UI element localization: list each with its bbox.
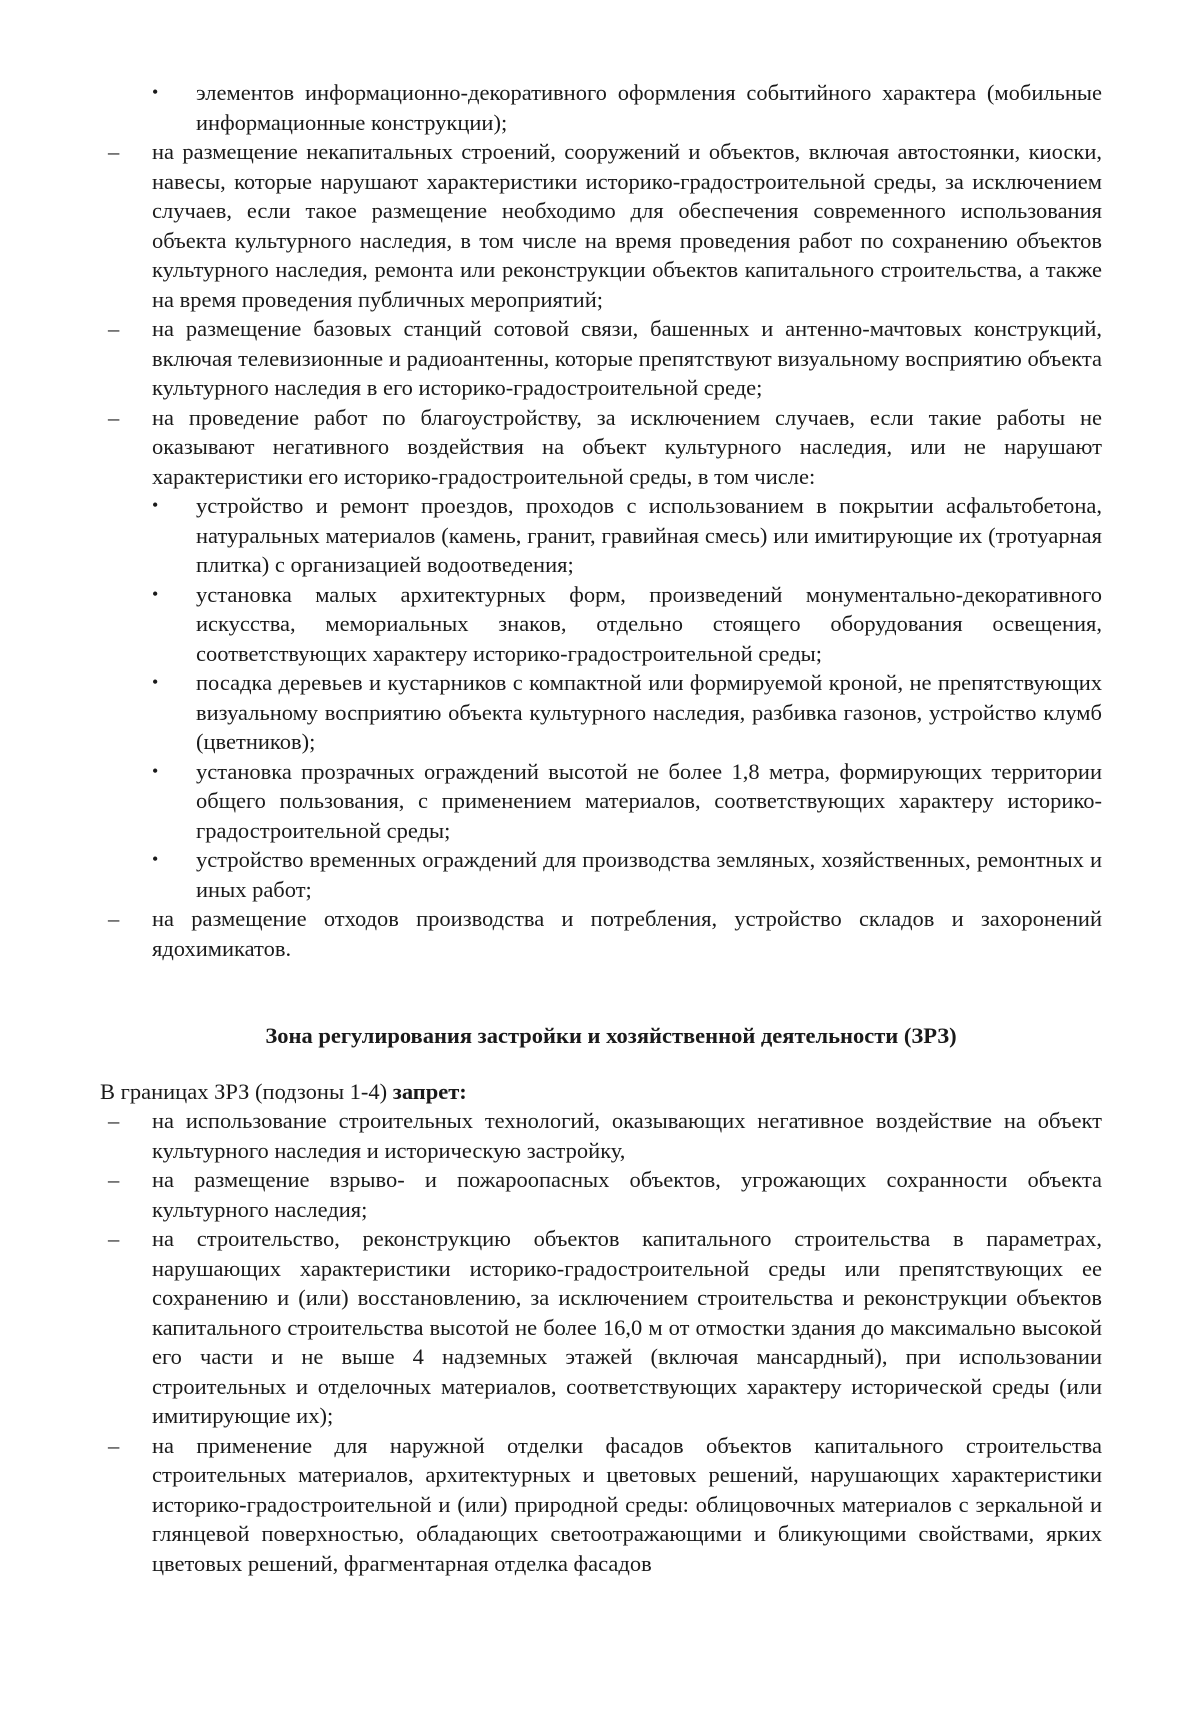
item-text: на размещение некапитальных строений, сооружений и объектов, включая автостоянки, киоски, навесы, которые нарушают характеристики историко-градостроительной среды, за исключением случаев, если такое размещение необходимо для обеспечения современного использования объекта культурного наследия, в том числе на время проведения работ по сохранению объектов культурного наследия, ремонта или реконструкции объектов капитального строительства, а также на время проведения публичных мероприятий; [152,139,1102,312]
item-text: на размещение отходов производства и потребления, устройство складов и захоронений ядохимикатов. [152,906,1102,961]
dash-item [100,137,1102,314]
section-spacer [100,963,1102,1021]
bullet-item [100,78,1102,137]
item-text: на размещение базовых станций сотовой связи, башенных и антенно-мачтовых конструкций, включая телевизионные и радиоантенны, которые препятствуют визуальному восприятию объекта культурного наследия в его историко-градостроительной среде; [152,316,1102,400]
bullet-marker: • [152,672,159,692]
section-intro [100,1077,1102,1107]
bullet-marker: • [152,495,159,515]
dash-item [100,1106,1102,1165]
dash-marker: – [108,139,120,164]
item-text: на применение для наружной отделки фасадов объектов капитального строительства строительных материалов, архитектурных и цветовых решений, нарушающих характеристики историко-градостроительной и (или) природной среды: облицовочных материалов с зеркальной и глянцевой поверхностью, обладающих светоотражающими и бликующими свойствами, ярких цветовых решений, фрагментарная отделка фасадов [152,1432,1102,1576]
dash-item [100,1165,1102,1224]
dash-marker: – [108,906,120,931]
document-content [100,78,1102,1578]
bullet-item [100,845,1102,904]
bullet-item [100,757,1102,846]
section-heading: Зона регулирования застройки и хозяйственной деятельности (ЗРЗ) [265,1023,957,1048]
item-text: устройство временных ограждений для производства земляных, хозяйственных, ремонтных и иных работ; [196,847,1102,902]
bullet-marker: • [152,760,159,781]
bullet-marker: • [152,849,159,869]
intro-prefix: В границах ЗРЗ (подзоны 1-4) [100,1078,393,1104]
bullet-marker: • [152,583,159,604]
dash-item [100,314,1102,403]
dash-item [100,904,1102,963]
heading-spacer [100,1051,1102,1077]
section-2 [100,1021,1102,1578]
dash-marker: – [108,316,120,341]
dash-marker: – [108,1226,120,1251]
dash-item [100,1224,1102,1431]
bullet-item [100,580,1102,669]
item-text: на строительство, реконструкцию объектов капитального строительства в параметрах, нарушающих характеристики историко-градостроительной среды или препятствующих ее сохранению и (или) восстановлению, за исключением строительства и реконструкции объектов капитального строительства высотой не более 16,0 м от отмостки здания до максимально высокой его части и не выше 4 надземных этажей (включая мансардный), при использовании строительных и отделочных материалов, соответствующих характеру исторической среды (или имитирующие их); [152,1226,1102,1428]
item-text: на проведение работ по благоустройству, за исключением случаев, если такие работы не оказывают негативного воздействия на объект культурного наследия, или не нарушают характеристики его историко-градостроительной среды, в том числе: [152,404,1102,489]
item-text: посадка деревьев и кустарников с компактной или формируемой кроной, не препятствующих визуальному восприятию объекта культурного наследия, разбивка газонов, устройство клумб (цветников); [196,670,1102,754]
section-1 [100,78,1102,963]
dash-marker: – [108,1167,120,1192]
dash-marker: – [108,404,120,430]
bullet-marker: • [152,82,159,102]
item-text: установка малых архитектурных форм, произведений монументально-декоративного искусства, мемориальных знаков, отдельно стоящего оборудования освещения, соответствующих характеру историко-градостроительной среды; [196,581,1102,666]
item-text: на размещение взрыво- и пожароопасных объектов, угрожающих сохранности объекта культурного наследия; [152,1167,1102,1222]
item-text: устройство и ремонт проездов, проходов с использованием в покрытии асфальтобетона, натуральных материалов (камень, гранит, гравийная смесь) или имитирующие их (тротуарная плитка) с организацией водоотведения; [196,493,1102,577]
bullet-item [100,668,1102,757]
intro-bold: запрет: [392,1078,467,1104]
dash-marker: – [108,1432,120,1458]
item-text: элементов информационно-декоративного оформления событийного характера (мобильные информационные конструкции); [196,80,1102,135]
bullet-item [100,491,1102,580]
dash-item [100,403,1102,492]
item-text: на использование строительных технологий, оказывающих негативное воздействие на объект культурного наследия и историческую застройку, [152,1108,1102,1163]
dash-marker: – [108,1108,120,1133]
item-text: установка прозрачных ограждений высотой не более 1,8 метра, формирующих территории общего пользования, с применением материалов, соответствующих характеру историко-градостроительной среды; [196,758,1102,843]
dash-item [100,1431,1102,1579]
